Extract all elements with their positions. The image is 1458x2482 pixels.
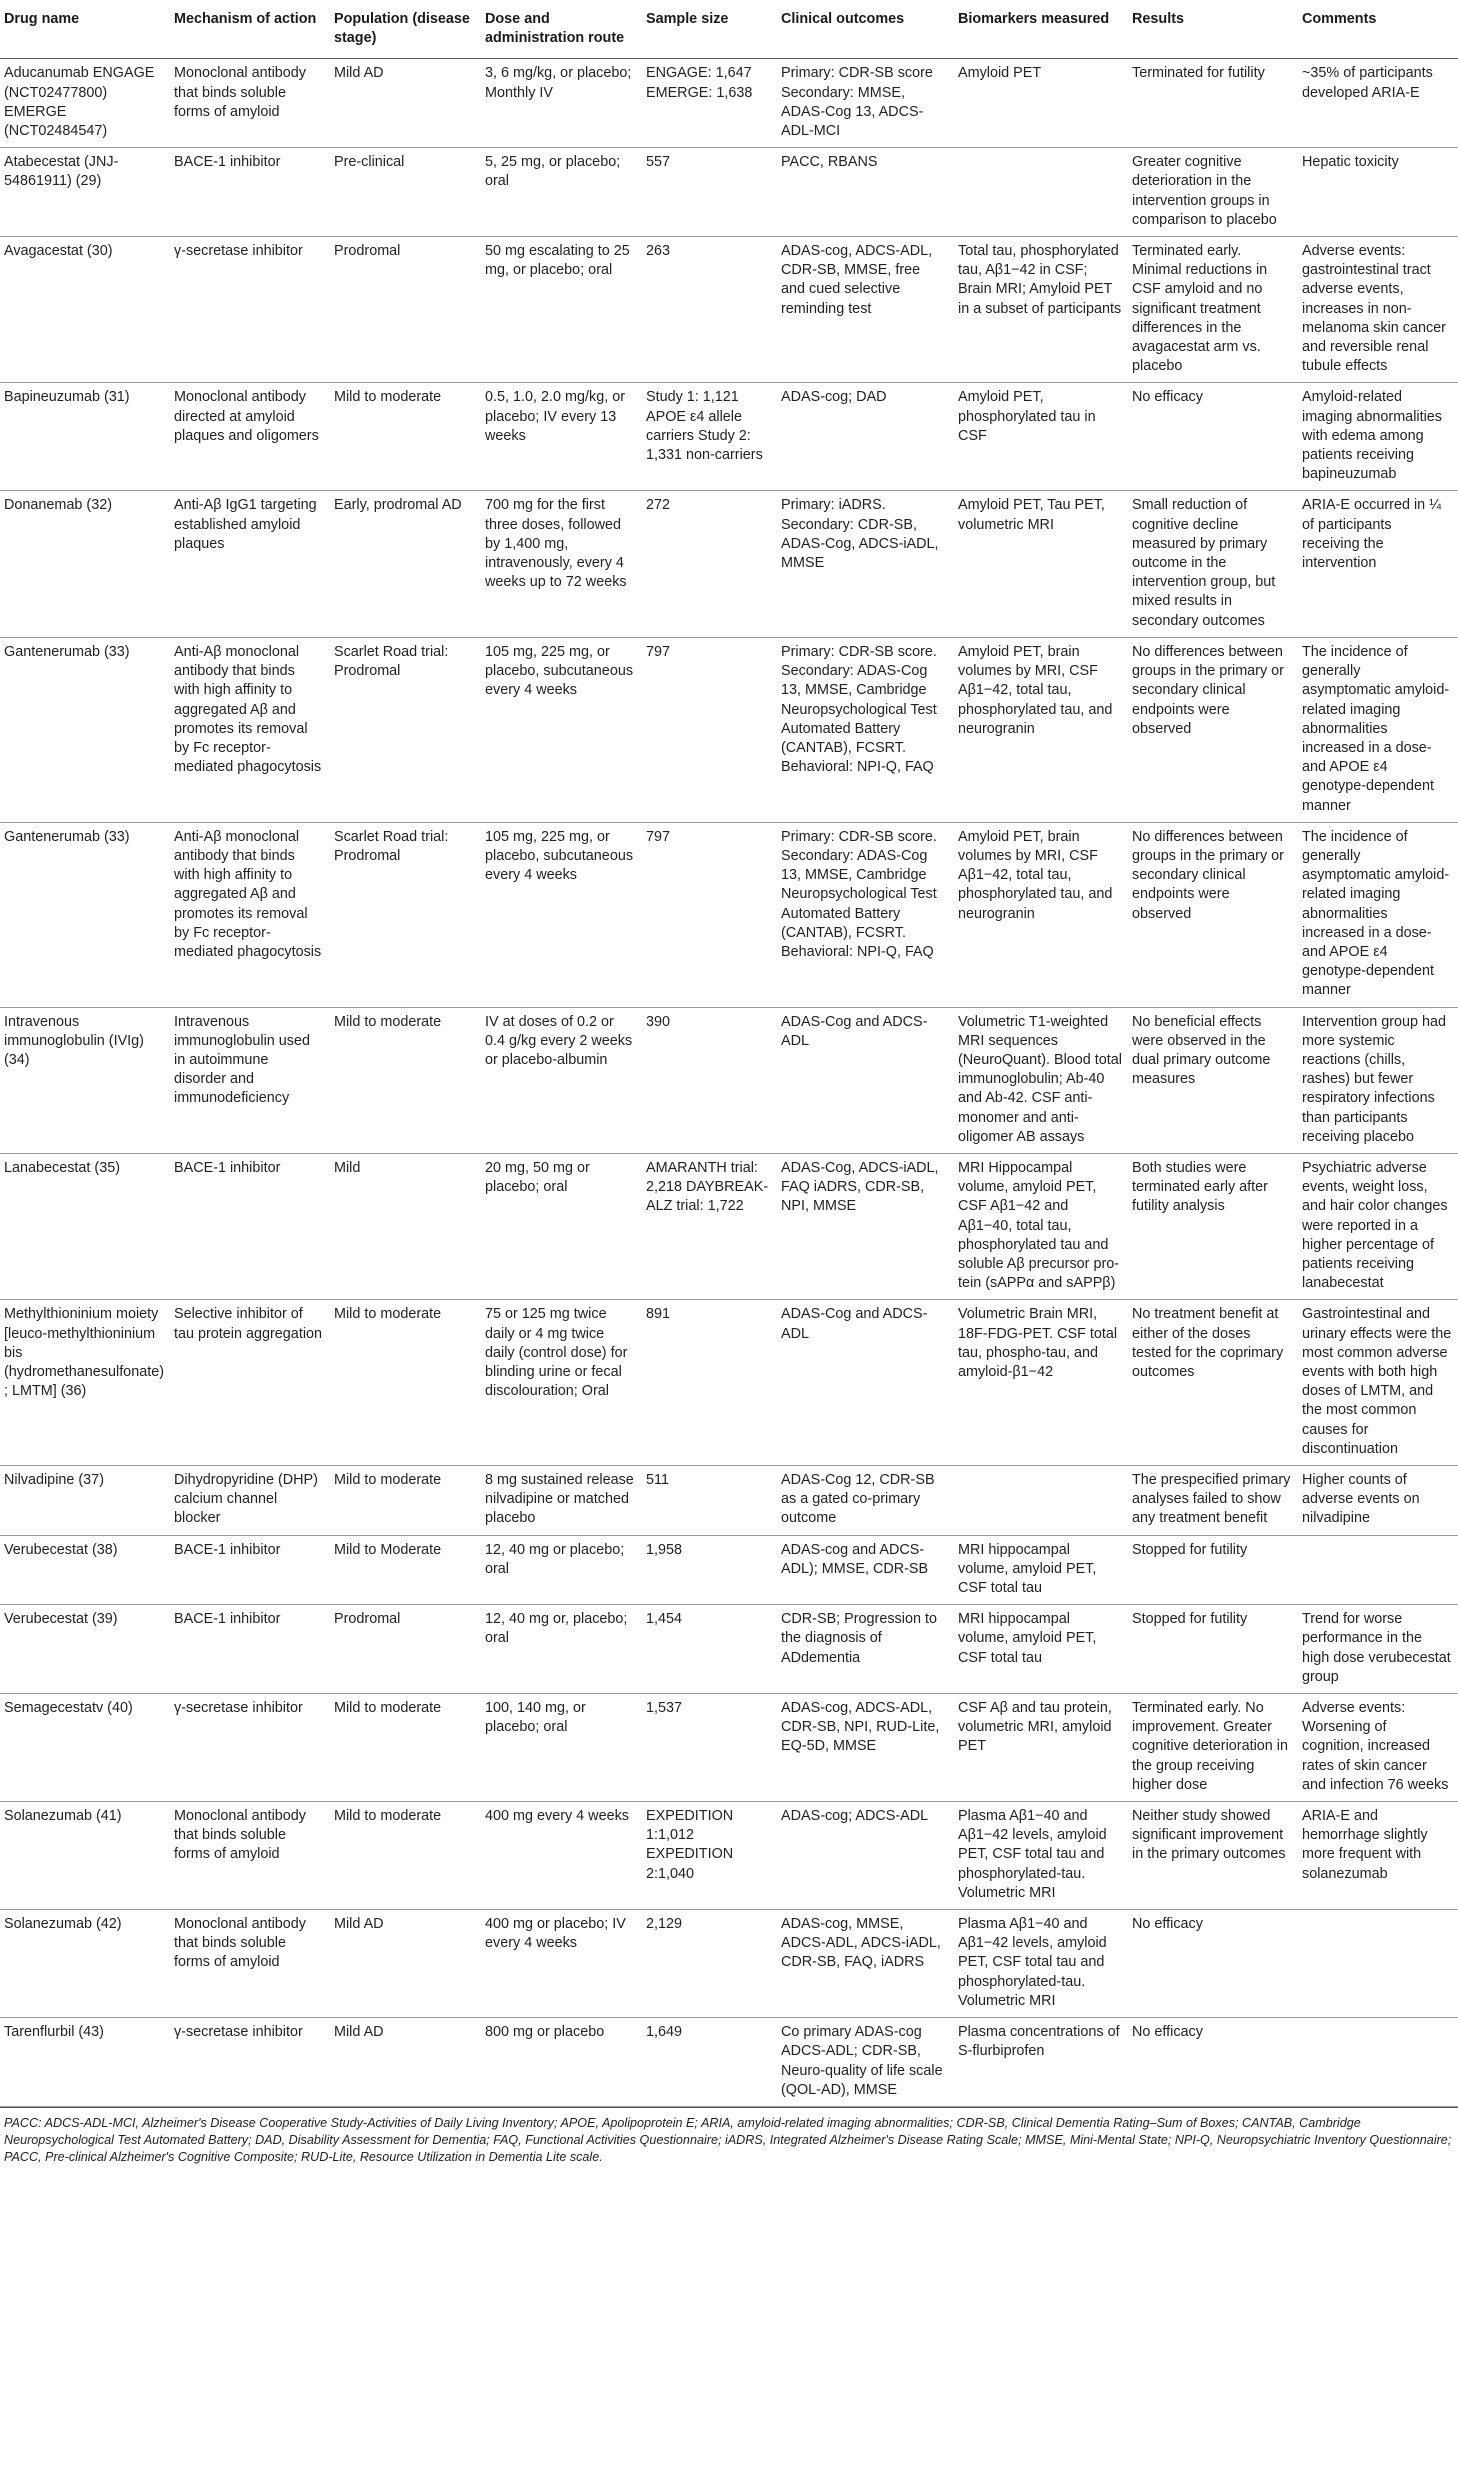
biomarkers-cell: MRI hippocampal volume, amyloid PET, CSF total tau: [954, 1535, 1128, 1605]
biomarkers-cell: Amyloid PET: [954, 59, 1128, 148]
clinical-outcomes-cell: Primary: iADRS. Secondary: CDR-SB, ADAS-Cog, ADCS-iADL, MMSE: [777, 491, 954, 637]
table-row: [0, 1802, 1458, 1910]
population-cell: Mild to moderate: [330, 1007, 481, 1153]
drug-name-cell: Avagacestat (30): [0, 237, 170, 383]
comments-cell: ~35% of participants developed ARIA-E: [1298, 59, 1458, 148]
drug-name-cell: Bapineuzumab (31): [0, 383, 170, 491]
mechanism-cell: Monoclonal antibody that binds soluble forms of amyloid: [170, 1802, 330, 1910]
dose-cell: IV at doses of 0.2 or 0.4 g/kg every 2 weeks or placebo-albumin: [481, 1007, 642, 1153]
mechanism-cell: Monoclonal antibody directed at amyloid plaques and oligomers: [170, 383, 330, 491]
mechanism-cell: BACE-1 inhibitor: [170, 148, 330, 237]
results-cell: Terminated early. Minimal reductions in CSF amyloid and no significant treatment differences in the avagacestat arm vs. placebo: [1128, 237, 1298, 383]
population-cell: Mild: [330, 1153, 481, 1299]
biomarkers-cell: Plasma Aβ1−40 and Aβ1−42 levels, amyloid PET, CSF total tau and phosphorylated-tau. Volumetric MRI: [954, 1910, 1128, 2018]
dose-cell: 20 mg, 50 mg or placebo; oral: [481, 1153, 642, 1299]
biomarkers-cell: Amyloid PET, Tau PET, volumetric MRI: [954, 491, 1128, 637]
population-cell: Prodromal: [330, 1605, 481, 1694]
sample-size-cell: 797: [642, 637, 777, 822]
drug-name-cell: Aducanumab ENGAGE (NCT02477800) EMERGE (NCT02484547): [0, 59, 170, 148]
biomarkers-cell: MRI Hippocampal volume, amyloid PET, CSF Aβ1−42 and Aβ1−40, total tau, phosphorylated tau and soluble Aβ precursor pro- tein (sAPPα and sAPPβ): [954, 1153, 1128, 1299]
sample-size-cell: 511: [642, 1466, 777, 1536]
header-dose: Dose and administration route: [481, 0, 642, 59]
population-cell: Pre-clinical: [330, 148, 481, 237]
clinical-outcomes-cell: Primary: CDR-SB score. Secondary: ADAS-Cog 13, MMSE, Cambridge Neuropsychological Test Automated Battery (CANTAB), FCSRT. Behavioral: NPI-Q, FAQ: [777, 822, 954, 1007]
table-row: [0, 1605, 1458, 1694]
sample-size-cell: AMARANTH trial: 2,218 DAYBREAK-ALZ trial: 1,722: [642, 1153, 777, 1299]
sample-size-cell: ENGAGE: 1,647 EMERGE: 1,638: [642, 59, 777, 148]
table-body: [0, 59, 1458, 2107]
header-comments: Comments: [1298, 0, 1458, 59]
clinical-outcomes-cell: ADAS-Cog and ADCS-ADL: [777, 1007, 954, 1153]
table-row: [0, 822, 1458, 1007]
sample-size-cell: Study 1: 1,121 APOE ε4 allele carriers Study 2: 1,331 non-carriers: [642, 383, 777, 491]
dose-cell: 75 or 125 mg twice daily or 4 mg twice daily (control dose) for blinding urine or fecal discolouration; Oral: [481, 1300, 642, 1466]
header-drug-name: Drug name: [0, 0, 170, 59]
table-row: [0, 1910, 1458, 2018]
biomarkers-cell: Plasma concentrations of S-flurbiprofen: [954, 2018, 1128, 2107]
results-cell: No differences between groups in the primary or secondary clinical endpoints were observed: [1128, 637, 1298, 822]
mechanism-cell: γ-secretase inhibitor: [170, 237, 330, 383]
dose-cell: 5, 25 mg, or placebo; oral: [481, 148, 642, 237]
comments-cell: Hepatic toxicity: [1298, 148, 1458, 237]
dose-cell: 100, 140 mg, or placebo; oral: [481, 1694, 642, 1802]
header-biomarkers: Biomarkers measured: [954, 0, 1128, 59]
clinical-outcomes-cell: ADAS-cog, ADCS-ADL, CDR-SB, MMSE, free and cued selective reminding test: [777, 237, 954, 383]
clinical-outcomes-cell: Primary: CDR-SB score Secondary: MMSE, ADAS-Cog 13, ADCS-ADL-MCI: [777, 59, 954, 148]
clinical-outcomes-cell: ADAS-Cog, ADCS-iADL, FAQ iADRS, CDR-SB, NPI, MMSE: [777, 1153, 954, 1299]
drug-name-cell: Verubecestat (39): [0, 1605, 170, 1694]
comments-cell: [1298, 1910, 1458, 2018]
clinical-outcomes-cell: ADAS-Cog 12, CDR-SB as a gated co-primary outcome: [777, 1466, 954, 1536]
clinical-outcomes-cell: ADAS-cog; ADCS-ADL: [777, 1802, 954, 1910]
results-cell: Stopped for futility: [1128, 1605, 1298, 1694]
population-cell: Mild to moderate: [330, 383, 481, 491]
header-clinical-outcomes: Clinical outcomes: [777, 0, 954, 59]
population-cell: Prodromal: [330, 237, 481, 383]
biomarkers-cell: [954, 148, 1128, 237]
results-cell: Terminated early. No improvement. Greater cognitive deterioration in the group receiving higher dose: [1128, 1694, 1298, 1802]
results-cell: No efficacy: [1128, 2018, 1298, 2107]
comments-cell: [1298, 2018, 1458, 2107]
biomarkers-cell: Volumetric T1-weighted MRI sequences (NeuroQuant). Blood total immunoglobulin; Ab-40 and Ab-42. CSF anti-monomer and anti-oligomer AB assays: [954, 1007, 1128, 1153]
population-cell: Mild to moderate: [330, 1802, 481, 1910]
table-row: [0, 1535, 1458, 1605]
comments-cell: Gastrointestinal and urinary effects were the most common adverse events with both high doses of LMTM, and the most common causes for discontinuation: [1298, 1300, 1458, 1466]
results-cell: No beneficial effects were observed in the dual primary outcome measures: [1128, 1007, 1298, 1153]
sample-size-cell: 390: [642, 1007, 777, 1153]
drug-name-cell: Solanezumab (41): [0, 1802, 170, 1910]
mechanism-cell: Anti-Aβ monoclonal antibody that binds with high affinity to aggregated Aβ and promotes its removal by Fc receptor-mediated phagocytosis: [170, 822, 330, 1007]
table-row: [0, 2018, 1458, 2107]
results-cell: Stopped for futility: [1128, 1535, 1298, 1605]
biomarkers-cell: MRI hippocampal volume, amyloid PET, CSF total tau: [954, 1605, 1128, 1694]
dose-cell: 400 mg every 4 weeks: [481, 1802, 642, 1910]
dose-cell: 50 mg escalating to 25 mg, or placebo; oral: [481, 237, 642, 383]
header-population: Population (disease stage): [330, 0, 481, 59]
dose-cell: 800 mg or placebo: [481, 2018, 642, 2107]
mechanism-cell: Monoclonal antibody that binds soluble forms of amyloid: [170, 59, 330, 148]
comments-cell: Psychiatric adverse events, weight loss, and hair color changes were reported in a higher percentage of patients receiving lanabecestat: [1298, 1153, 1458, 1299]
header-sample-size: Sample size: [642, 0, 777, 59]
results-cell: No efficacy: [1128, 1910, 1298, 2018]
results-cell: No treatment benefit at either of the doses tested for the coprimary outcomes: [1128, 1300, 1298, 1466]
table-footnote: PACC: ADCS-ADL-MCI, Alzheimer's Disease Cooperative Study-Activities of Daily Living Inventory; APOE, Apolipoprotein E; ARIA, amyloid-related imaging abnormalities; CDR-SB, Clinical Dementia Rating–Sum of Boxes; CANTAB, Cambridge Neuropsychological Test Automated Battery; DAD, Disability Assessment for Dementia; FAQ, Functional Activities Questionnaire; iADRS, Integrated Alzheimer's Disease Rating Scale; MMSE, Mini-Mental State; NPI-Q, Neuropsychiatric Inventory Questionnaire; PACC, Pre-clinical Alzheimer's Cognitive Composite; RUD-Lite, Resource Utilization in Dementia Lite scale.: [0, 2107, 1458, 2166]
population-cell: Scarlet Road trial: Prodromal: [330, 822, 481, 1007]
table-row: [0, 1007, 1458, 1153]
population-cell: Mild AD: [330, 2018, 481, 2107]
drug-name-cell: Atabecestat (JNJ-54861911) (29): [0, 148, 170, 237]
results-cell: Neither study showed significant improvement in the primary outcomes: [1128, 1802, 1298, 1910]
comments-cell: Adverse events: Worsening of cognition, increased rates of skin cancer and infection 76 weeks: [1298, 1694, 1458, 1802]
population-cell: Mild to moderate: [330, 1300, 481, 1466]
dose-cell: 12, 40 mg or, placebo; oral: [481, 1605, 642, 1694]
comments-cell: Amyloid-related imaging abnormalities with edema among patients receiving bapineuzumab: [1298, 383, 1458, 491]
drug-name-cell: Gantenerumab (33): [0, 637, 170, 822]
population-cell: Mild to moderate: [330, 1694, 481, 1802]
header-row: [0, 0, 1458, 59]
population-cell: Mild AD: [330, 1910, 481, 2018]
biomarkers-cell: Total tau, phosphorylated tau, Aβ1−42 in CSF; Brain MRI; Amyloid PET in a subset of participants: [954, 237, 1128, 383]
mechanism-cell: Intravenous immunoglobulin used in autoimmune disorder and immunodeficiency: [170, 1007, 330, 1153]
dose-cell: 105 mg, 225 mg, or placebo, subcutaneous every 4 weeks: [481, 637, 642, 822]
drug-name-cell: Verubecestat (38): [0, 1535, 170, 1605]
clinical-outcomes-cell: ADAS-Cog and ADCS-ADL: [777, 1300, 954, 1466]
results-cell: Greater cognitive deterioration in the intervention groups in comparison to placebo: [1128, 148, 1298, 237]
sample-size-cell: 2,129: [642, 1910, 777, 2018]
population-cell: Early, prodromal AD: [330, 491, 481, 637]
sample-size-cell: 1,537: [642, 1694, 777, 1802]
results-cell: No efficacy: [1128, 383, 1298, 491]
sample-size-cell: 891: [642, 1300, 777, 1466]
comments-cell: ARIA-E occurred in ¼ of participants receiving the intervention: [1298, 491, 1458, 637]
mechanism-cell: γ-secretase inhibitor: [170, 2018, 330, 2107]
table-row: [0, 1153, 1458, 1299]
drug-name-cell: Semagecestatv (40): [0, 1694, 170, 1802]
mechanism-cell: Monoclonal antibody that binds soluble forms of amyloid: [170, 1910, 330, 2018]
drug-name-cell: Tarenflurbil (43): [0, 2018, 170, 2107]
results-cell: Small reduction of cognitive decline measured by primary outcome in the intervention group, but mixed results in secondary outcomes: [1128, 491, 1298, 637]
comments-cell: The incidence of generally asymptomatic amyloid-related imaging abnormalities increased in a dose- and APOE ε4 genotype-dependent manner: [1298, 637, 1458, 822]
population-cell: Mild to moderate: [330, 1466, 481, 1536]
population-cell: Scarlet Road trial: Prodromal: [330, 637, 481, 822]
drug-name-cell: Solanezumab (42): [0, 1910, 170, 2018]
biomarkers-cell: Plasma Aβ1−40 and Aβ1−42 levels, amyloid PET, CSF total tau and phosphorylated-tau. Volumetric MRI: [954, 1802, 1128, 1910]
dose-cell: 12, 40 mg or placebo; oral: [481, 1535, 642, 1605]
sample-size-cell: 1,649: [642, 2018, 777, 2107]
dose-cell: 0.5, 1.0, 2.0 mg/kg, or placebo; IV every 13 weeks: [481, 383, 642, 491]
table-row: [0, 383, 1458, 491]
table-row: [0, 59, 1458, 148]
population-cell: Mild to Moderate: [330, 1535, 481, 1605]
table-row: [0, 491, 1458, 637]
dose-cell: 3, 6 mg/kg, or placebo; Monthly IV: [481, 59, 642, 148]
sample-size-cell: 1,958: [642, 1535, 777, 1605]
drug-name-cell: Lanabecestat (35): [0, 1153, 170, 1299]
biomarkers-cell: [954, 1466, 1128, 1536]
biomarkers-cell: Amyloid PET, brain volumes by MRI, CSF Aβ1−42, total tau, phosphorylated tau, and neurogranin: [954, 822, 1128, 1007]
clinical-outcomes-cell: ADAS-cog; DAD: [777, 383, 954, 491]
biomarkers-cell: CSF Aβ and tau protein, volumetric MRI, amyloid PET: [954, 1694, 1128, 1802]
dose-cell: 105 mg, 225 mg, or placebo, subcutaneous every 4 weeks: [481, 822, 642, 1007]
biomarkers-cell: Amyloid PET, brain volumes by MRI, CSF Aβ1−42, total tau, phosphorylated tau, and neurogranin: [954, 637, 1128, 822]
drug-name-cell: Donanemab (32): [0, 491, 170, 637]
mechanism-cell: γ-secretase inhibitor: [170, 1694, 330, 1802]
sample-size-cell: 797: [642, 822, 777, 1007]
comments-cell: Higher counts of adverse events on nilvadipine: [1298, 1466, 1458, 1536]
sample-size-cell: 1,454: [642, 1605, 777, 1694]
clinical-outcomes-cell: ADAS-cog, MMSE, ADCS-ADL, ADCS-iADL, CDR-SB, FAQ, iADRS: [777, 1910, 954, 2018]
results-cell: Terminated for futility: [1128, 59, 1298, 148]
dose-cell: 700 mg for the first three doses, followed by 1,400 mg, intravenously, every 4 weeks up to 72 weeks: [481, 491, 642, 637]
comments-cell: Intervention group had more systemic reactions (chills, rashes) but fewer respiratory infections than participants receiving placebo: [1298, 1007, 1458, 1153]
comments-cell: ARIA-E and hemorrhage slightly more frequent with solanezumab: [1298, 1802, 1458, 1910]
dose-cell: 8 mg sustained release nilvadipine or matched placebo: [481, 1466, 642, 1536]
mechanism-cell: BACE-1 inhibitor: [170, 1153, 330, 1299]
mechanism-cell: BACE-1 inhibitor: [170, 1605, 330, 1694]
clinical-outcomes-cell: ADAS-cog, ADCS-ADL, CDR-SB, NPI, RUD-Lite, EQ-5D, MMSE: [777, 1694, 954, 1802]
dose-cell: 400 mg or placebo; IV every 4 weeks: [481, 1910, 642, 2018]
table-row: [0, 637, 1458, 822]
comments-cell: Trend for worse performance in the high dose verubecestat group: [1298, 1605, 1458, 1694]
table-row: [0, 1694, 1458, 1802]
biomarkers-cell: Volumetric Brain MRI, 18F-FDG-PET. CSF total tau, phospho-tau, and amyloid-β1−42: [954, 1300, 1128, 1466]
biomarkers-cell: Amyloid PET, phosphorylated tau in CSF: [954, 383, 1128, 491]
mechanism-cell: Selective inhibitor of tau protein aggregation: [170, 1300, 330, 1466]
results-cell: Both studies were terminated early after futility analysis: [1128, 1153, 1298, 1299]
clinical-outcomes-cell: PACC, RBANS: [777, 148, 954, 237]
header-results: Results: [1128, 0, 1298, 59]
mechanism-cell: Anti-Aβ monoclonal antibody that binds with high affinity to aggregated Aβ and promotes its removal by Fc receptor-mediated phagocytosis: [170, 637, 330, 822]
clinical-outcomes-cell: ADAS-cog and ADCS-ADL); MMSE, CDR-SB: [777, 1535, 954, 1605]
table-header: [0, 0, 1458, 59]
results-cell: No differences between groups in the primary or secondary clinical endpoints were observed: [1128, 822, 1298, 1007]
drug-name-cell: Methylthioninium moiety [leuco-methylthioninium bis (hydromethanesulfonate); LMTM] (36): [0, 1300, 170, 1466]
mechanism-cell: Dihydropyridine (DHP) calcium channel blocker: [170, 1466, 330, 1536]
comments-cell: [1298, 1535, 1458, 1605]
table-row: [0, 1466, 1458, 1536]
sample-size-cell: 263: [642, 237, 777, 383]
clinical-outcomes-cell: Co primary ADAS-cog ADCS-ADL; CDR-SB, Neuro-quality of life scale (QOL-AD), MMSE: [777, 2018, 954, 2107]
sample-size-cell: 272: [642, 491, 777, 637]
comments-cell: Adverse events: gastrointestinal tract adverse events, increases in non-melanoma skin cancer and reversible renal tubule effects: [1298, 237, 1458, 383]
table-row: [0, 1300, 1458, 1466]
clinical-outcomes-cell: CDR-SB; Progression to the diagnosis of ADdementia: [777, 1605, 954, 1694]
clinical-outcomes-cell: Primary: CDR-SB score. Secondary: ADAS-Cog 13, MMSE, Cambridge Neuropsychological Test Automated Battery (CANTAB), FCSRT. Behavioral: NPI-Q, FAQ: [777, 637, 954, 822]
table-row: [0, 237, 1458, 383]
header-mechanism: Mechanism of action: [170, 0, 330, 59]
mechanism-cell: BACE-1 inhibitor: [170, 1535, 330, 1605]
drug-name-cell: Intravenous immunoglobulin (IVIg) (34): [0, 1007, 170, 1153]
population-cell: Mild AD: [330, 59, 481, 148]
results-cell: The prespecified primary analyses failed to show any treatment benefit: [1128, 1466, 1298, 1536]
table-row: [0, 148, 1458, 237]
drug-name-cell: Gantenerumab (33): [0, 822, 170, 1007]
comments-cell: The incidence of generally asymptomatic amyloid-related imaging abnormalities increased in a dose- and APOE ε4 genotype-dependent manner: [1298, 822, 1458, 1007]
sample-size-cell: 557: [642, 148, 777, 237]
mechanism-cell: Anti-Aβ IgG1 targeting established amyloid plaques: [170, 491, 330, 637]
sample-size-cell: EXPEDITION 1:1,012 EXPEDITION 2:1,040: [642, 1802, 777, 1910]
drug-name-cell: Nilvadipine (37): [0, 1466, 170, 1536]
